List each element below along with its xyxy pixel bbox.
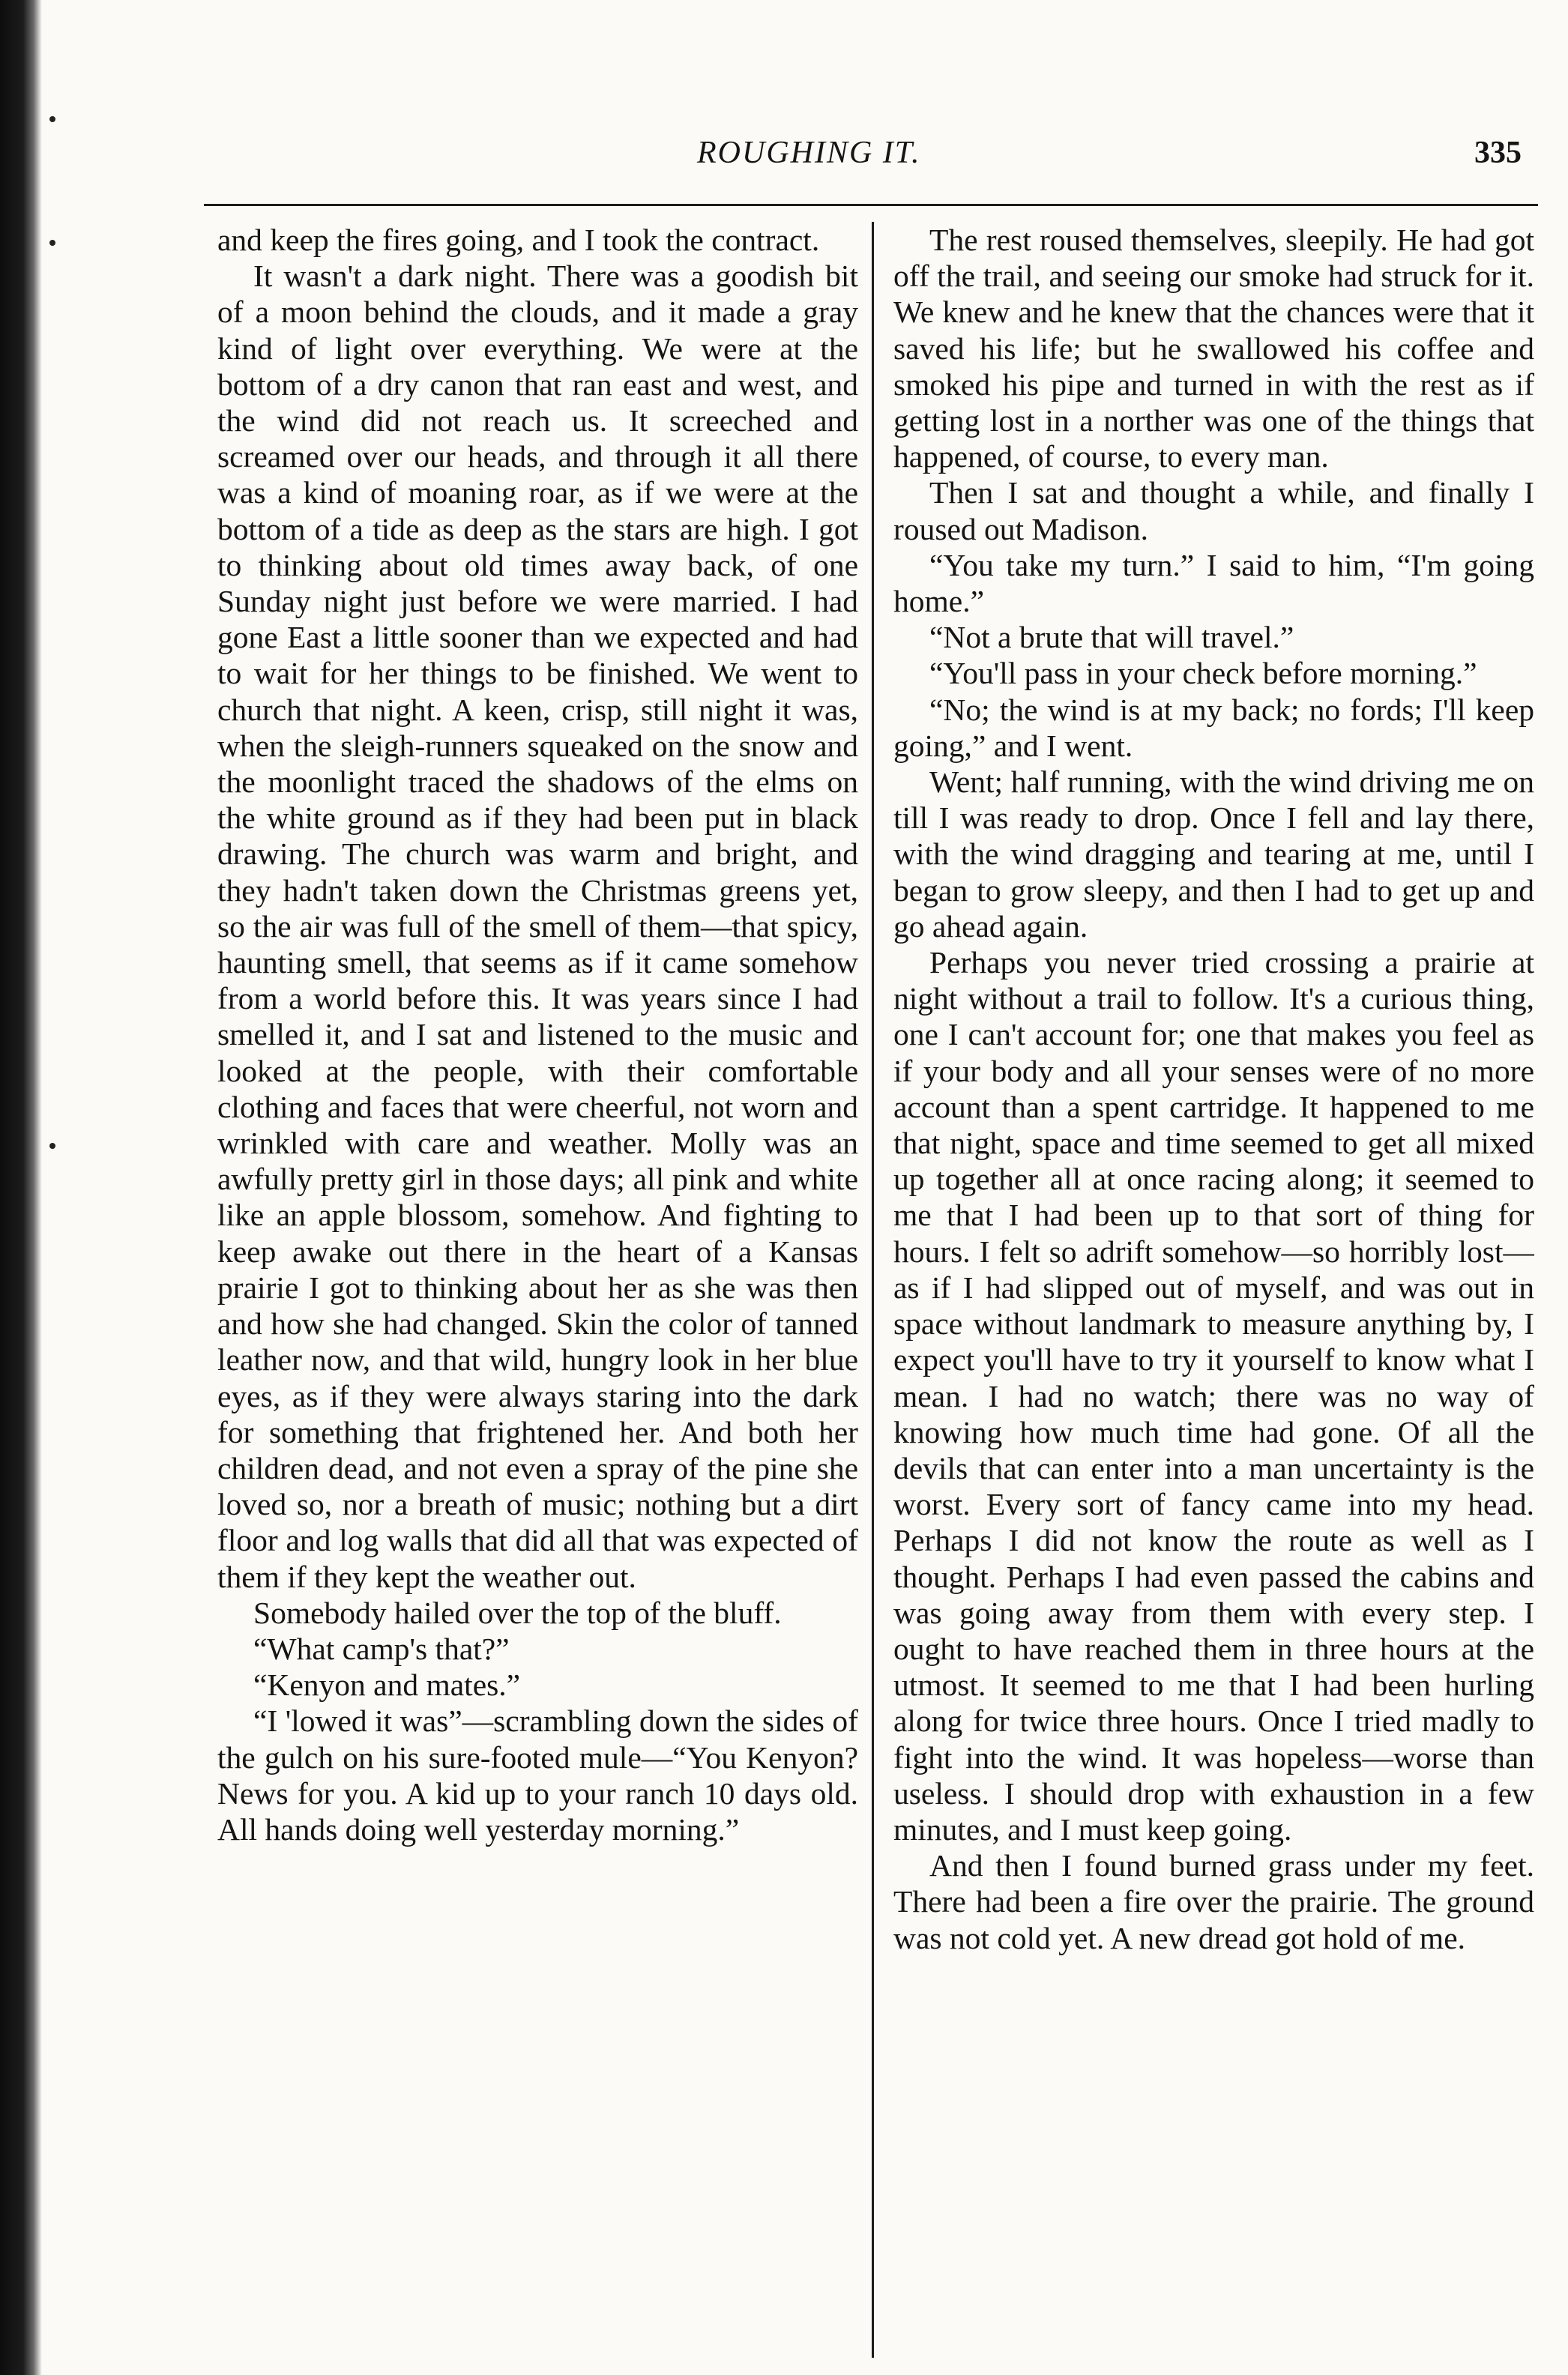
column-divider bbox=[872, 222, 874, 2358]
paragraph: Perhaps you never tried crossing a prairie at night without a trail to follow. It's a curious thing, one I can't account for; one that makes you feel as if your body and all your senses were of no more account than a spent cartridge. It happened to me that night, space and time seemed to get all mixed up together all at once racing along; it seemed to me that I had been up to that sort of thing for hours. I felt so adrift somehow—so horribly lost—as if I had slipped out of myself, and was out in space without landmark to measure anything by, I expect you'll have to try it yourself to know what I mean. I had no watch; there was no way of knowing how much time had gone. Of all the devils that can enter into a man uncertainty is the worst. Every sort of fancy came into my head. Perhaps I did not know the route as well as I thought. Perhaps I had even passed the cabins and was going away from them with every step. I ought to have reached them in three hours at the utmost. It seemed to me that I had been hurling along for twice three hours. Once I tried madly to fight into the wind. It was hopeless—worse than useless. I should drop with exhaustion in a few minutes, and I must keep going. bbox=[893, 945, 1534, 1847]
paragraph: “You take my turn.” I said to him, “I'm going home.” bbox=[893, 547, 1534, 619]
paragraph: The rest roused themselves, sleepily. He had got off the trail, and seeing our smoke had struck for it. We knew and he knew that the chances were that it saved his life; but he swallowed his coffee and smoked his pipe and turned in with the rest as if getting lost in a norther was one of the things that happened, of course, to every man. bbox=[893, 223, 1534, 474]
paragraph: Went; half running, with the wind driving me on till I was ready to drop. Once I fell and lay there, with the wind dragging and tearing at me, until I began to grow sleepy, and then I had to get up and go ahead again. bbox=[893, 764, 1534, 944]
paragraph: It wasn't a dark night. There was a goodish bit of a moon behind the clouds, and it made a gray kind of light over everything. We were at the bottom of a dry canon that ran east and west, and the wind did not reach us. It screeched and screamed over our heads, and through it all there was a kind of moaning roar, as if we were at the bottom of a tide as deep as the stars are high. I got to thinking about old times away back, of one Sunday night just before we were married. I had gone East a little sooner than we expected and had to wait for her things to be finished. We went to church that night. A keen, crisp, still night it was, when the sleigh-runners squeaked on the snow and the moonlight traced the shadows of the elms on the white ground as if they had been put in black drawing. The church was warm and bright, and they hadn't taken down the Christmas greens yet, so the air was full of the smell of them—that spicy, haunting smell, that seems as if it came somehow from a world before this. It was years since I had smelled it, and I sat and listened to the music and looked at the people, with their comfortable clothing and faces that were cheerful, not worn and wrinkled with care and weather. Molly was an awfully pretty girl in those days; all pink and white like an apple blossom, somehow. And fighting to keep awake out there in the heart of a Kansas prairie I got to thinking about her as she was then and how she had changed. Skin the color of tanned leather now, and that wild, hungry look in her blue eyes, as if they were always staring into the dark for something that frightened her. And both her children dead, and not even a spray of the pine she loved so, nor a breath of music; nothing but a dirt floor and log walls that did all that was expected of them if they kept the weather out. bbox=[217, 259, 858, 1594]
paragraph: “I 'lowed it was”—scrambling down the sides of the gulch on his sure-footed mule—“You Kenyon? News for you. A kid up to your ranch 10 days old. All hands doing well yesterday morning.” bbox=[217, 1703, 858, 1847]
paragraph: Somebody hailed over the top of the bluff. bbox=[253, 1595, 782, 1630]
paragraph: “No; the wind is at my back; no fords; I'll keep going,” and I went. bbox=[893, 692, 1534, 763]
paragraph: “What camp's that?” bbox=[253, 1631, 510, 1666]
paragraph: “Kenyon and mates.” bbox=[253, 1668, 521, 1703]
binding-mark bbox=[49, 116, 55, 122]
paragraph: “Not a brute that will travel.” bbox=[929, 620, 1294, 655]
page-binding-edge bbox=[0, 0, 42, 2375]
page-number: 335 bbox=[1474, 136, 1522, 170]
page-header bbox=[217, 135, 1522, 187]
paragraph: Then I sat and thought a while, and finally I roused out Madison. bbox=[893, 475, 1534, 546]
paragraph: And then I found burned grass under my feet. There had been a fire over the prairie. The ground was not cold yet. A new dread got hold of me. bbox=[893, 1848, 1534, 1955]
paragraph: “You'll pass in your check before morning.” bbox=[929, 656, 1477, 691]
running-title: ROUGHING IT. bbox=[697, 136, 921, 170]
binding-mark bbox=[49, 1143, 55, 1149]
left-column bbox=[217, 222, 858, 2358]
binding-mark bbox=[49, 240, 55, 246]
paragraph: and keep the fires going, and I took the contract. bbox=[217, 223, 820, 257]
header-rule bbox=[204, 204, 1538, 206]
right-column bbox=[893, 222, 1534, 2358]
